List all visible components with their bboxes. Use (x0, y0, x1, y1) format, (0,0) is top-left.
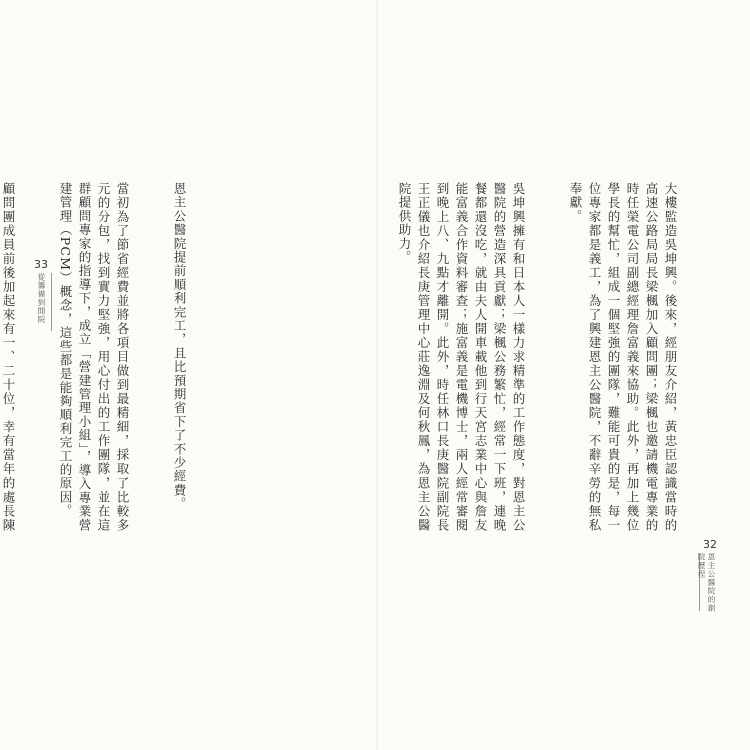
right-page-body (397, 182, 718, 532)
running-head: 從籌備到開院 (37, 273, 46, 324)
paragraph: 當初為了節省經費並將各項目做到最精細，採取了比較多元的分包，找到實力堅強，用心付出的工作團隊，並在這群顧問專家的指導下，成立「營建管理小組」，導入專業營建管理（PCM）概念，這些都是能夠順利完工的原因。 (58, 182, 130, 532)
paragraph: 恩主公醫院提前順利完工，且比預期省下了不少經費。 (172, 182, 187, 511)
paragraph: 大樓監造吳坤興。後來，經朋友介紹，黃忠臣認識當時的高速公路局局長梁楓加入顧問團；梁楓也邀請機電專業的時任榮電公司副總經理詹富義來協助。此外，再加上幾位學長的幫忙，組成一個堅強的團隊，難能可貴的是，每一位專家都是義工，為了興建恩主公醫院，不辭辛勞的無私奉獻。 (568, 182, 678, 532)
running-head-rule (51, 273, 52, 331)
page-number: 33 (34, 258, 48, 271)
page-number: 32 (703, 538, 717, 551)
paragraph: 顧問團成員前後加起來有一、二十位，幸有當年的處長陳 (1, 182, 16, 532)
running-head: 恩主公醫院的創院歷程 (697, 553, 716, 613)
right-page (375, 0, 750, 750)
paragraph: 吳坤興擁有和日本人一樣力求精準的工作態度，對恩主公醫院的營造深具貢獻；梁楓公務繁忙，經常一下班，連晚餐都還沒吃，就由夫人開車載他到行天宮志業中心與詹友能富義合作資料審查；施富義是電機博士，兩人經常審閱到晚上八、九點才離開。此外，時任林口長庚醫院副院長王正儀也介紹長庚管理中心莊逸淵及何秋鳳，為恩主公醫院提供助力。 (397, 182, 526, 532)
